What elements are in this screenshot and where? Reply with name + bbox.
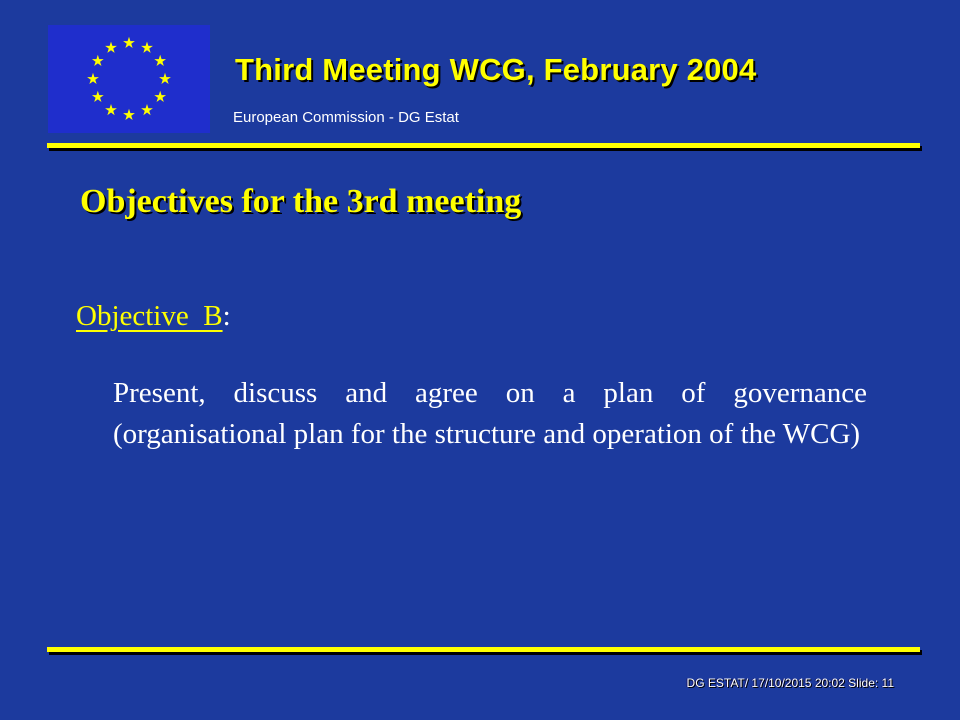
flag-star-icon bbox=[141, 42, 153, 53]
flag-star-icon bbox=[123, 109, 135, 120]
flag-star-icon bbox=[105, 42, 117, 53]
objective-label-text: Objective B bbox=[76, 300, 223, 332]
objective-label bbox=[76, 300, 231, 333]
objective-body-text: Present, discuss and agree on a plan of governance (organisational plan for the structure and operation of the WCG) bbox=[113, 377, 867, 450]
objective-label-colon: : bbox=[222, 300, 231, 332]
flag-star-icon bbox=[87, 73, 99, 84]
flag-star-icon bbox=[154, 91, 166, 102]
bottom-divider bbox=[47, 647, 920, 652]
flag-star-icon bbox=[159, 73, 171, 84]
flag-star-icon bbox=[92, 55, 104, 66]
top-divider bbox=[47, 143, 920, 148]
flag-star-icon bbox=[123, 37, 135, 48]
slide-footer: DG ESTAT/ 17/10/2015 20:02 Slide: 11 bbox=[686, 676, 894, 690]
slide-header-title: Third Meeting WCG, February 2004 bbox=[235, 52, 757, 87]
flag-star-icon bbox=[154, 55, 166, 66]
slide-header-subtitle: European Commission - DG Estat bbox=[233, 109, 459, 126]
flag-star-icon bbox=[92, 91, 104, 102]
flag-star-icon bbox=[141, 104, 153, 115]
eu-flag-icon bbox=[48, 25, 210, 133]
flag-star-icon bbox=[105, 104, 117, 115]
slide-heading: Objectives for the 3rd meeting bbox=[80, 183, 522, 220]
